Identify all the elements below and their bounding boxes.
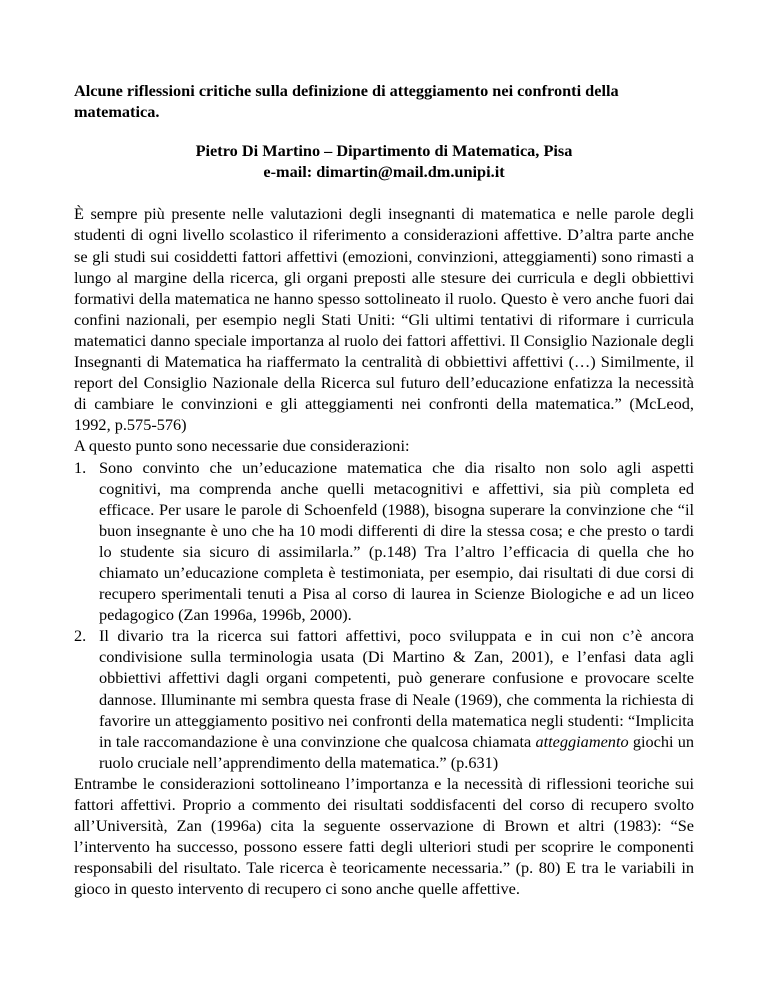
list-item-text-before: Il divario tra la ricerca sui fattori affettivi, poco sviluppata e in cui non c’è ancora condivisione sulla terminologia usata (Di Martino & Zan, 2001), e l’enfasi data agli obbiettivi affettivi dagli organi competenti, può generare confusione e provocare scelte dannose. Illuminante mi sembra questa frase di Neale (1969), che commenta la richiesta di favorire un atteggiamento positivo nei confronti della matematica negli studenti: “Implicita in tale raccomandazione è una convinzione che qualcosa chiamata (99, 626, 694, 751)
document-page (74, 80, 694, 899)
paragraph-intro: È sempre più presente nelle valutazioni degli insegnanti di matematica e nelle parole degli studenti di ogni livello scolastico il riferimento a considerazioni affettive. D’altra parte anche se gli studi sui cosiddetti fattori affettivi (emozioni, convinzioni, atteggiamenti) sono rimasti a lungo al margine della ricerca, gli organi preposti alle stesure dei curricula e degli obbiettivi formativi della matematica ne hanno spesso sottolineato il ruolo. Questo è vero anche fuori dai confini nazionali, per esempio negli Stati Uniti: “Gli ultimi tentativi di riformare i curricula matematici danno speciale importanza al ruolo dei fattori affettivi. Il Consiglio Nazionale degli Insegnanti di Matematica ha riaffermato la centralità di obbiettivi affettivi (…) Similmente, il report del Consiglio Nazionale della Ricerca sul futuro dell’educazione enfatizza la necessità di cambiare le convinzioni e gli atteggiamenti nei confronti della matematica.” (McLeod, 1992, p.575-576) (74, 204, 694, 435)
paragraph-considerations-lead: A questo punto sono necessarie due considerazioni: (74, 436, 410, 456)
list-item-text-italic: atteggiamento (535, 731, 629, 751)
considerations-list (74, 457, 694, 773)
list-item-number: 2. (74, 626, 87, 646)
list-item-number: 1. (74, 457, 87, 477)
list-item (74, 457, 694, 626)
paragraph-conclusion: Entrambe le considerazioni sottolineano l’importanza e la necessità di riflessioni teoriche sui fattori affettivi. Proprio a commento dei risultati soddisfacenti del corso di recupero svolto all’Università, Zan (1996a) cita la seguente osservazione di Brown et altri (1983): “Se l’intervento ha successo, possono essere fatti degli ulteriori studi per scoprire le componenti responsabili del risultato. Tale ricerca è teoricamente necessaria.” (p. 80) E tra le variabili in gioco in questo intervento di recupero ci sono anche quelle affettive. (74, 773, 694, 899)
list-item-text: Sono convinto che un’educazione matematica che dia risalto non solo agli aspetti cognitivi, ma comprenda anche quelli metacognitivi e affettivi, sia più completa ed efficace. Per usare le parole di Schoenfeld (1988), bisogna superare la convinzione che “il buon insegnante è uno che ha 10 modi differenti di dire la stessa cosa; e che presto o tardi lo studente sia sicuro di assimilarla.” (p.148) Tra l’altro l’efficacia di quella che ho chiamato un’educazione completa è testimoniata, per esempio, dai risultati di due corsi di recupero sperimentali tenuti a Pisa al corso di laurea in Scienze Biologiche e ad un liceo pedagogico (Zan 1996a, 1996b, 2000). (99, 457, 694, 625)
author-line: Pietro Di Martino – Dipartimento di Matematica, Pisa (195, 141, 573, 161)
email-line: e-mail: dimartin@mail.dm.unipi.it (263, 162, 505, 182)
list-item (74, 625, 694, 773)
list-item-text-after: giochi un ruolo cruciale nell’apprendimento della matematica.” (p.631) (99, 731, 694, 772)
document-title: Alcune riflessioni critiche sulla definizione di atteggiamento nei confronti della matematica. (74, 81, 619, 122)
